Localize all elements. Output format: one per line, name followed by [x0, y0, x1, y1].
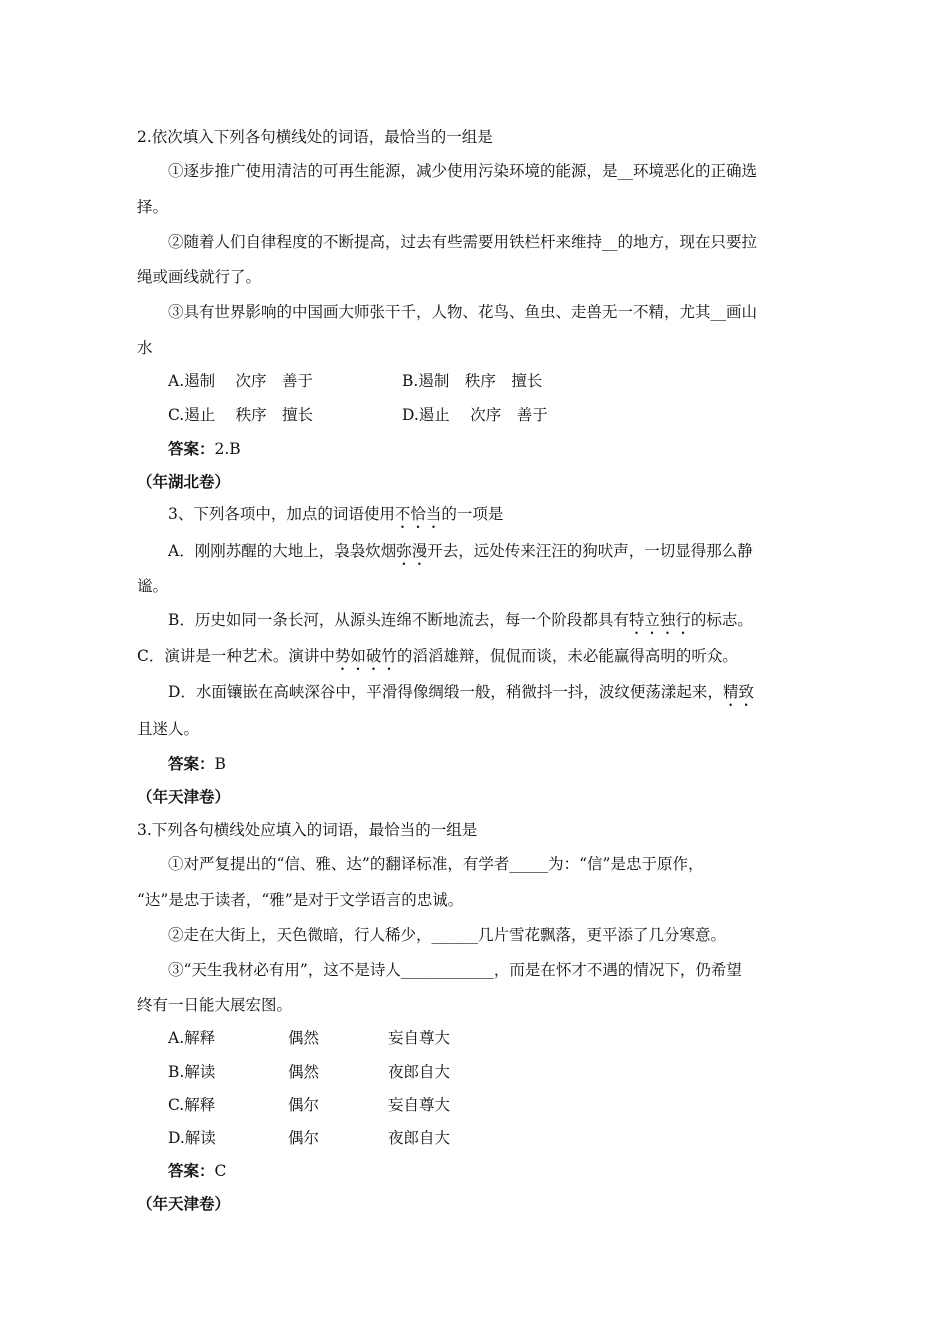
q3a-c-text-end: 的滔滔雄辩，侃侃而谈，未必能赢得高明的听众。	[396, 647, 738, 665]
answer-label: 答案：	[168, 440, 215, 458]
option-word-1: 偶然	[288, 1029, 320, 1047]
answer-value: C	[214, 1162, 227, 1180]
source-label-1: （年湖北卷）	[137, 473, 231, 491]
q3a-option-b	[168, 609, 753, 638]
q2-option-c: C.遏止 秩序 擅长	[168, 406, 314, 424]
q3a-c-dotted: 势如破竹	[334, 647, 397, 665]
q3a-stem	[168, 503, 503, 532]
q3a-stem-dotted: 不恰当	[394, 505, 442, 523]
option-word-2: 夜郎自大	[388, 1063, 451, 1081]
q3b-answer	[168, 1160, 226, 1182]
q2-sentence2-line1: ②随着人们自律程度的不断提高，过去有些需要用铁栏杆来维持__的地方，现在只要拉	[168, 233, 758, 251]
answer-value: B	[214, 755, 226, 773]
q3b-sentence3-line2: 终有一日能大展宏图。	[137, 996, 293, 1014]
option-word-1: 偶然	[288, 1063, 320, 1081]
source-label-3: （年天津卷）	[137, 1195, 231, 1213]
q3b-sentence2: ②走在大街上，天色微暗，行人稀少，______几片雪花飘落，更平添了几分寒意。	[168, 926, 727, 944]
q2-stem: 2.依次填入下列各句横线处的词语，最恰当的一组是	[137, 128, 493, 146]
option-word-1: 偶尔	[288, 1096, 320, 1114]
option-label: A.解释	[168, 1029, 216, 1047]
q3a-b-dotted: 特立独行	[628, 611, 691, 629]
q3a-b-text: B．历史如同一条长河，从源头连绵不断地流去，每一个阶段都具有	[168, 611, 629, 629]
q3a-option-d-line2: 且迷人。	[137, 720, 200, 738]
q3b-sentence3-line1: ③“天生我材必有用”，这不是诗人____________，而是在怀才不遇的情况下，仍希望	[168, 961, 742, 979]
source-label-2: （年天津卷）	[137, 788, 231, 806]
q2-answer	[168, 438, 241, 460]
q2-sentence1-line2: 择。	[137, 198, 169, 216]
q3a-stem-text-end: 的一项是	[441, 505, 504, 523]
q3b-sentence1-line2: “达”是忠于读者，“雅”是对于文学语言的忠诚。	[137, 891, 464, 909]
q2-sentence1-line1: ①逐步推广使用清洁的可再生能源，减少使用污染环境的能源，是__环境恶化的正确选	[168, 162, 758, 180]
option-word-2: 妄自尊大	[388, 1096, 451, 1114]
q2-option-d: D.遏止 次序 善于	[402, 406, 548, 424]
answer-value: 2.B	[214, 440, 241, 458]
option-label: C.解释	[168, 1096, 216, 1114]
option-label: B.解读	[168, 1063, 216, 1081]
option-label: D.解读	[168, 1129, 216, 1147]
answer-label: 答案：	[168, 1162, 215, 1180]
q3a-a-text: A．刚刚苏醒的大地上，袅袅炊烟	[168, 542, 397, 560]
q2-option-b: B.遏制 秩序 擅长	[402, 372, 543, 390]
q2-option-a: A.遏制 次序 善于	[168, 372, 314, 390]
q3a-answer	[168, 753, 226, 775]
q2-sentence2-line2: 绳或画线就行了。	[137, 268, 262, 286]
option-word-2: 妄自尊大	[388, 1029, 451, 1047]
q3a-a-text-end: 开去，远处传来汪汪的狗吠声，一切显得那么静	[427, 542, 753, 560]
q3a-stem-text: 3、下列各项中，加点的词语使用	[168, 505, 395, 523]
q3b-sentence1-line1: ①对严复提出的“信、雅、达”的翻译标准，有学者_____为：“信”是忠于原作，	[168, 855, 704, 873]
q3a-option-a-line1	[168, 540, 753, 569]
q3b-stem: 3.下列各句横线处应填入的词语，最恰当的一组是	[137, 821, 478, 839]
q3a-option-a-line2: 谧。	[137, 577, 169, 595]
q3a-d-dotted: 精致	[722, 683, 754, 701]
q2-sentence3-line1: ③具有世界影响的中国画大师张干千，人物、花鸟、鱼虫、走兽无一不精，尤其__画山	[168, 303, 758, 321]
option-word-1: 偶尔	[288, 1129, 320, 1147]
q3a-d-text: D．水面镶嵌在高峡深谷中，平滑得像绸缎一般，稍微抖一抖，波纹便荡漾起来，	[168, 683, 723, 701]
q3a-b-text-end: 的标志。	[690, 611, 753, 629]
q2-sentence3-line2: 水	[137, 339, 153, 357]
q3a-option-c	[137, 645, 738, 674]
option-word-2: 夜郎自大	[388, 1129, 451, 1147]
q3a-option-d-line1	[168, 681, 754, 710]
answer-label: 答案：	[168, 755, 215, 773]
q3a-c-text: C．演讲是一种艺术。演讲中	[137, 647, 335, 665]
q3a-a-dotted: 弥漫	[396, 542, 428, 560]
